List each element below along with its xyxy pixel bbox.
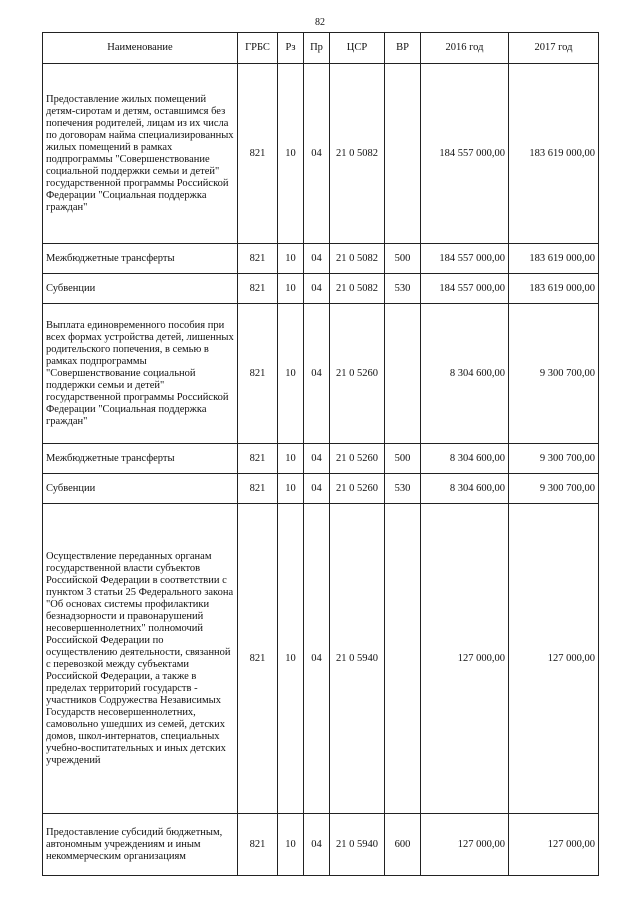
row-grbs: 821	[238, 244, 278, 274]
row-2017: 9 300 700,00	[509, 474, 599, 504]
row-2016: 8 304 600,00	[421, 444, 509, 474]
row-pr: 04	[304, 504, 330, 814]
row-name: Межбюджетные трансферты	[43, 444, 238, 474]
row-csr: 21 0 5260	[330, 304, 385, 444]
row-2017: 183 619 000,00	[509, 244, 599, 274]
header-rz: Рз	[278, 33, 304, 64]
row-pr: 04	[304, 274, 330, 304]
row-2016: 8 304 600,00	[421, 304, 509, 444]
row-csr: 21 0 5940	[330, 504, 385, 814]
row-csr: 21 0 5260	[330, 474, 385, 504]
row-vr	[385, 304, 421, 444]
row-rz: 10	[278, 274, 304, 304]
row-name: Предоставление жилых помещений детям-сиротам и детям, оставшимся без попечения родителей, лицам из их числа по договорам найма специализированных жилых помещений в рамках подпрограммы "Совершенствование социальной поддержки семьи и детей" государственной программы Российской Федерации "Социальная поддержка граждан"	[43, 64, 238, 244]
row-2017: 9 300 700,00	[509, 304, 599, 444]
row-rz: 10	[278, 504, 304, 814]
row-name: Субвенции	[43, 274, 238, 304]
row-2017: 183 619 000,00	[509, 64, 599, 244]
header-row	[43, 33, 599, 64]
row-name: Выплата единовременного пособия при всех формах устройства детей, лишенных родительского попечения, в семью в рамках подпрограммы "Совершенствование социальной поддержки семьи и детей" государственной программы Российской Федерации "Социальная поддержка граждан"	[43, 304, 238, 444]
row-rz: 10	[278, 64, 304, 244]
row-csr: 21 0 5082	[330, 244, 385, 274]
header-2016: 2016 год	[421, 33, 509, 64]
row-pr: 04	[304, 244, 330, 274]
row-name: Субвенции	[43, 474, 238, 504]
header-name: Наименование	[43, 33, 238, 64]
page-number: 82	[315, 17, 325, 28]
header-vr: ВР	[385, 33, 421, 64]
row-csr: 21 0 5082	[330, 64, 385, 244]
row-name: Предоставление субсидий бюджетным, автономным учреждениям и иным некоммерческим организациям	[43, 814, 238, 876]
header-2017: 2017 год	[509, 33, 599, 64]
row-grbs: 821	[238, 274, 278, 304]
row-grbs: 821	[238, 474, 278, 504]
row-rz: 10	[278, 244, 304, 274]
table-row	[43, 64, 599, 244]
row-rz: 10	[278, 474, 304, 504]
row-2017: 127 000,00	[509, 504, 599, 814]
table-row	[43, 474, 599, 504]
row-vr: 500	[385, 444, 421, 474]
row-2016: 184 557 000,00	[421, 244, 509, 274]
row-pr: 04	[304, 64, 330, 244]
table-row	[43, 304, 599, 444]
header-csr: ЦСР	[330, 33, 385, 64]
row-rz: 10	[278, 304, 304, 444]
row-2016: 127 000,00	[421, 504, 509, 814]
row-2016: 184 557 000,00	[421, 64, 509, 244]
budget-table	[42, 32, 599, 876]
table-row	[43, 274, 599, 304]
table-row	[43, 444, 599, 474]
row-grbs: 821	[238, 304, 278, 444]
row-rz: 10	[278, 444, 304, 474]
row-csr: 21 0 5940	[330, 814, 385, 876]
row-csr: 21 0 5082	[330, 274, 385, 304]
table-row	[43, 244, 599, 274]
header-pr: Пр	[304, 33, 330, 64]
row-vr: 530	[385, 474, 421, 504]
row-2017: 127 000,00	[509, 814, 599, 876]
row-csr: 21 0 5260	[330, 444, 385, 474]
row-pr: 04	[304, 304, 330, 444]
row-pr: 04	[304, 444, 330, 474]
row-grbs: 821	[238, 444, 278, 474]
row-2016: 8 304 600,00	[421, 474, 509, 504]
table-row	[43, 504, 599, 814]
row-2016: 127 000,00	[421, 814, 509, 876]
row-pr: 04	[304, 814, 330, 876]
row-vr	[385, 64, 421, 244]
row-vr	[385, 504, 421, 814]
table-row	[43, 814, 599, 876]
row-vr: 530	[385, 274, 421, 304]
row-grbs: 821	[238, 64, 278, 244]
row-2016: 184 557 000,00	[421, 274, 509, 304]
row-grbs: 821	[238, 504, 278, 814]
row-vr: 600	[385, 814, 421, 876]
row-2017: 9 300 700,00	[509, 444, 599, 474]
row-vr: 500	[385, 244, 421, 274]
row-name: Межбюджетные трансферты	[43, 244, 238, 274]
header-grbs: ГРБС	[238, 33, 278, 64]
row-2017: 183 619 000,00	[509, 274, 599, 304]
row-name: Осуществление переданных органам государственной власти субъектов Российской Федерации в соответствии с пунктом 3 статьи 25 Федерального закона "Об основах системы профилактики безнадзорности и правонарушений несовершеннолетних" полномочий Российской Федерации по осуществлению деятельности, связанной с перевозкой между субъектами Российской Федерации, а также в пределах территорий государств - участников Содружества Независимых Государств несовершеннолетних, самовольно ушедших из семей, детских домов, школ-интернатов, специальных учебно-воспитательных и иных детских учреждений	[43, 504, 238, 814]
row-pr: 04	[304, 474, 330, 504]
row-rz: 10	[278, 814, 304, 876]
row-grbs: 821	[238, 814, 278, 876]
